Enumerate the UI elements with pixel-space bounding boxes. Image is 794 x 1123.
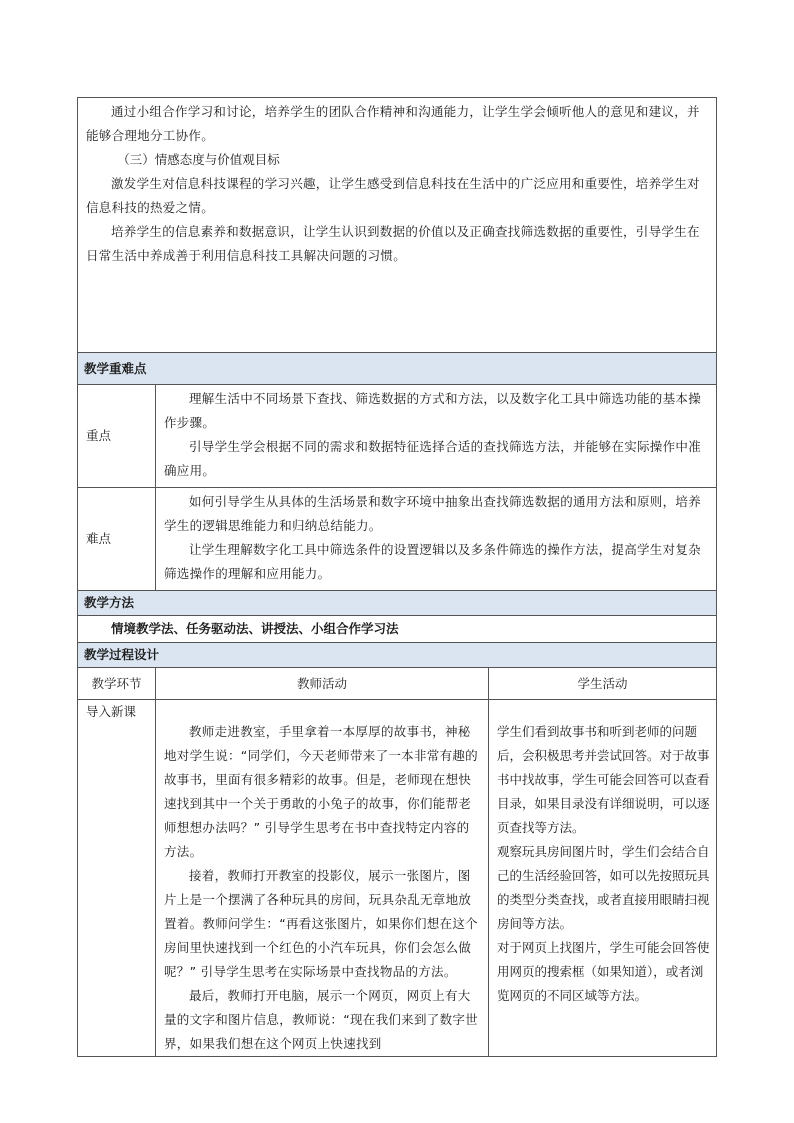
teacher-paragraph: 教师走进教室，手里拿着一本厚厚的故事书，神秘地对学生说：“同学们，今天老师带来了一本非常有趣的故事书，里面有很多精彩的故事。但是，老师现在想快速找到其中一个关于勇敢的小兔子的故事，你们能帮老师想想办法吗？” 引导学生思考在书中查找特定内容的方法。	[164, 724, 478, 859]
objective-paragraph: 通过小组合作学习和讨论，培养学生的团队合作精神和沟通能力，让学生学会倾听他人的意见和建议，并能够合理地分工协作。	[86, 104, 700, 143]
zhongdian-label: 重点	[78, 385, 156, 488]
teacher-paragraph: 最后，教师打开电脑，展示一个网页，网页上有大量的文字和图片信息，教师说：“现在我们来到了数字世界，如果我们想在这个网页上快速找到	[164, 988, 478, 1051]
col-header-stage: 教学环节	[78, 668, 156, 700]
student-paragraph: 观察玩具房间图片时，学生们会结合自己的生活经验回答，如可以先按照玩具的类型分类查找，或者直接用眼睛扫视房间等方法。	[497, 844, 710, 931]
section-header-methods: 教学方法	[78, 591, 717, 616]
nandian-label: 难点	[78, 488, 156, 591]
zhongdian-content	[156, 385, 717, 488]
objectives-cell	[78, 98, 717, 353]
nandian-content	[156, 488, 717, 591]
methods-content	[78, 616, 717, 643]
lesson-plan-table	[77, 97, 717, 1057]
col-header-student: 学生活动	[489, 668, 717, 700]
student-paragraph: 对于网页上找图片，学生可能会回答使用网页的搜索框（如果知道），或者浏览网页的不同区域等方法。	[497, 940, 710, 1003]
stage-label: 导入新课	[78, 700, 156, 1057]
zhongdian-paragraph: 理解生活中不同场景下查找、筛选数据的方式和方法，以及数字化工具中筛选功能的基本操作步骤。	[164, 391, 702, 430]
col-header-teacher: 教师活动	[156, 668, 489, 700]
section-header-process: 教学过程设计	[78, 643, 717, 668]
objective-paragraph: 培养学生的信息素养和数据意识，让学生认识到数据的价值以及正确查找筛选数据的重要性，引导学生在日常生活中养成善于利用信息科技工具解决问题的习惯。	[86, 224, 700, 263]
objective-paragraph: 激发学生对信息科技课程的学习兴趣，让学生感受到信息科技在生活中的广泛应用和重要性，培养学生对信息科技的热爱之情。	[86, 176, 700, 215]
student-paragraph: 学生们看到故事书和听到老师的问题后，会积极思考并尝试回答。对于故事书中找故事，学生可能会回答可以查看目录，如果目录没有详细说明，可以逐页查找等方法。	[497, 724, 710, 835]
nandian-paragraph: 如何引导学生从具体的生活场景和数字环境中抽象出查找筛选数据的通用方法和原则，培养学生的逻辑思维能力和归纳总结能力。	[164, 494, 702, 533]
zhongdian-paragraph: 引导学生学会根据不同的需求和数据特征选择合适的查找筛选方法，并能够在实际操作中准确应用。	[164, 439, 702, 478]
lesson-plan-page	[77, 97, 716, 1057]
teacher-paragraph: 接着，教师打开教室的投影仪，展示一张图片，图片上是一个摆满了各种玩具的房间，玩具杂乱无章地放置着。教师问学生：“再看这张图片，如果你们想在这个房间里快速找到一个红色的小汽车玩具，你们会怎么做呢？” 引导学生思考在实际场景中查找物品的方法。	[164, 868, 478, 979]
teacher-activity	[156, 700, 489, 1057]
objective-subheading: （三）情感态度与价值观目标	[117, 152, 280, 167]
methods-text: 情境教学法、任务驱动法、讲授法、小组合作学习法	[111, 621, 399, 636]
student-activity	[489, 700, 717, 1057]
section-header-key-points: 教学重难点	[78, 353, 717, 385]
nandian-paragraph: 让学生理解数字化工具中筛选条件的设置逻辑以及多条件筛选的操作方法，提高学生对复杂筛选操作的理解和应用能力。	[164, 542, 702, 581]
